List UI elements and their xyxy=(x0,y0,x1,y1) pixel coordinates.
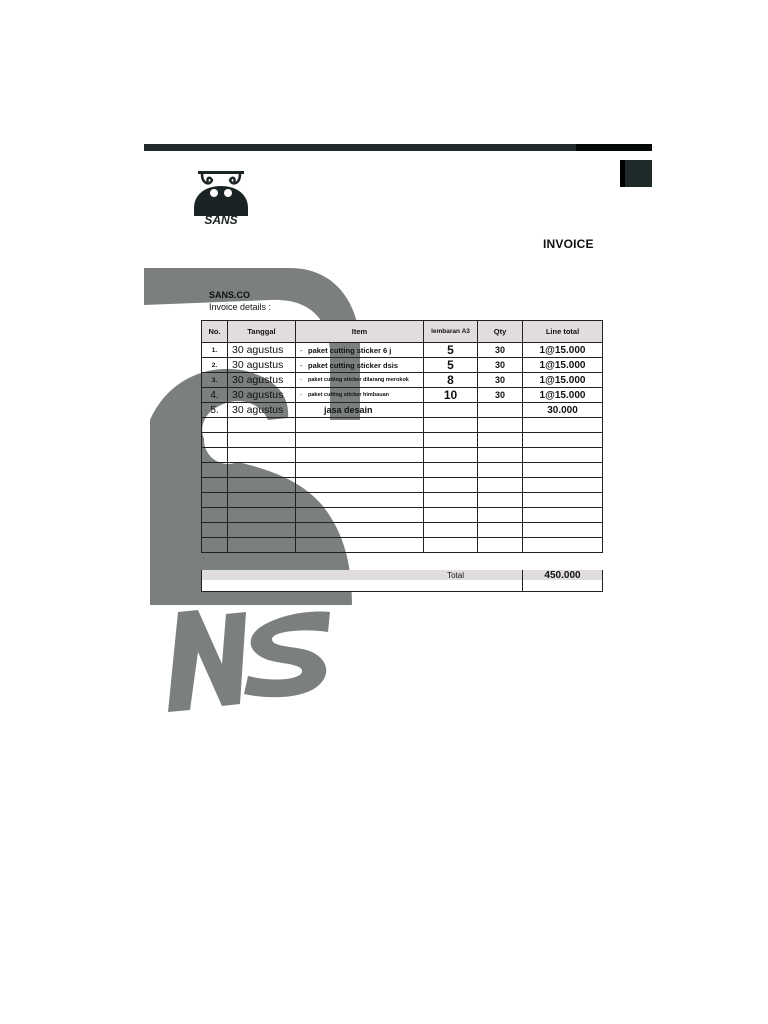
empty-row xyxy=(202,478,603,493)
row-date: 30 agustus xyxy=(228,343,296,358)
row-item xyxy=(296,373,424,388)
empty-row xyxy=(202,523,603,538)
row-date: 30 agustus xyxy=(228,388,296,403)
row-date: 30 agustus xyxy=(228,358,296,373)
empty-row xyxy=(202,508,603,523)
row-sheets: 5 xyxy=(424,343,478,358)
total-label: Total xyxy=(202,570,523,592)
row-qty: 30 xyxy=(478,343,523,358)
empty-row xyxy=(202,538,603,553)
row-item-text: paket cutting sticker 6 j xyxy=(308,345,392,355)
row-item-text: paket cutting sticker himbauan xyxy=(308,392,389,398)
row-qty: 30 xyxy=(478,358,523,373)
row-sheets: 5 xyxy=(424,358,478,373)
table-row xyxy=(202,343,603,358)
invoice-title: INVOICE xyxy=(543,237,594,251)
table-header-row xyxy=(202,321,603,343)
row-sheets: 10 xyxy=(424,388,478,403)
invoice-details-label: Invoice details : xyxy=(209,302,272,312)
table-row xyxy=(202,358,603,373)
table-row xyxy=(202,373,603,388)
empty-row xyxy=(202,463,603,478)
row-item-text: paket cutting sticker dilarang merokok xyxy=(308,377,409,383)
col-no: No. xyxy=(202,321,228,343)
watermark-n xyxy=(168,610,246,712)
row-total: 1@15.000 xyxy=(523,388,603,403)
top-bar-accent xyxy=(576,144,652,151)
row-no: 2. xyxy=(202,358,228,373)
empty-row xyxy=(202,493,603,508)
row-no: 5. xyxy=(202,403,228,418)
row-item-text: paket cutting sticker dsis xyxy=(308,360,399,370)
col-line-total: Line total xyxy=(523,321,603,343)
row-total: 1@15.000 xyxy=(523,358,603,373)
corner-block xyxy=(620,160,652,187)
total-row xyxy=(202,570,603,592)
row-item-text: jasa desain xyxy=(324,405,373,415)
watermark-s xyxy=(244,612,330,698)
row-dash: - xyxy=(300,360,303,370)
logo-text: SANS xyxy=(204,213,238,227)
row-date: 30 agustus xyxy=(228,373,296,388)
total-value: 450.000 xyxy=(523,570,603,592)
col-item: Item xyxy=(296,321,424,343)
row-qty: 30 xyxy=(478,373,523,388)
sans-logo xyxy=(190,166,254,230)
row-dash: - xyxy=(300,345,303,355)
total-table xyxy=(201,570,603,592)
empty-row xyxy=(202,433,603,448)
col-qty: Qty xyxy=(478,321,523,343)
row-sheets xyxy=(424,403,478,418)
row-date: 30 agustus xyxy=(228,403,296,418)
table-row xyxy=(202,403,603,418)
row-qty: 30 xyxy=(478,388,523,403)
row-total: 30.000 xyxy=(523,403,603,418)
row-total: 1@15.000 xyxy=(523,343,603,358)
col-lembaran: lembaran A3 xyxy=(424,321,478,343)
table-row xyxy=(202,388,603,403)
row-item xyxy=(296,343,424,358)
col-tanggal: Tanggal xyxy=(228,321,296,343)
row-item xyxy=(296,388,424,403)
company-name: SANS.CO xyxy=(209,290,251,300)
row-no: 4. xyxy=(202,388,228,403)
row-total: 1@15.000 xyxy=(523,373,603,388)
row-item xyxy=(296,358,424,373)
row-item xyxy=(296,403,424,418)
row-no: 1. xyxy=(202,343,228,358)
empty-row xyxy=(202,418,603,433)
empty-row xyxy=(202,448,603,463)
row-dash: - xyxy=(300,392,302,398)
invoice-table xyxy=(201,320,603,553)
row-dash: - xyxy=(300,377,302,383)
row-qty xyxy=(478,403,523,418)
row-no: 3. xyxy=(202,373,228,388)
row-sheets: 8 xyxy=(424,373,478,388)
